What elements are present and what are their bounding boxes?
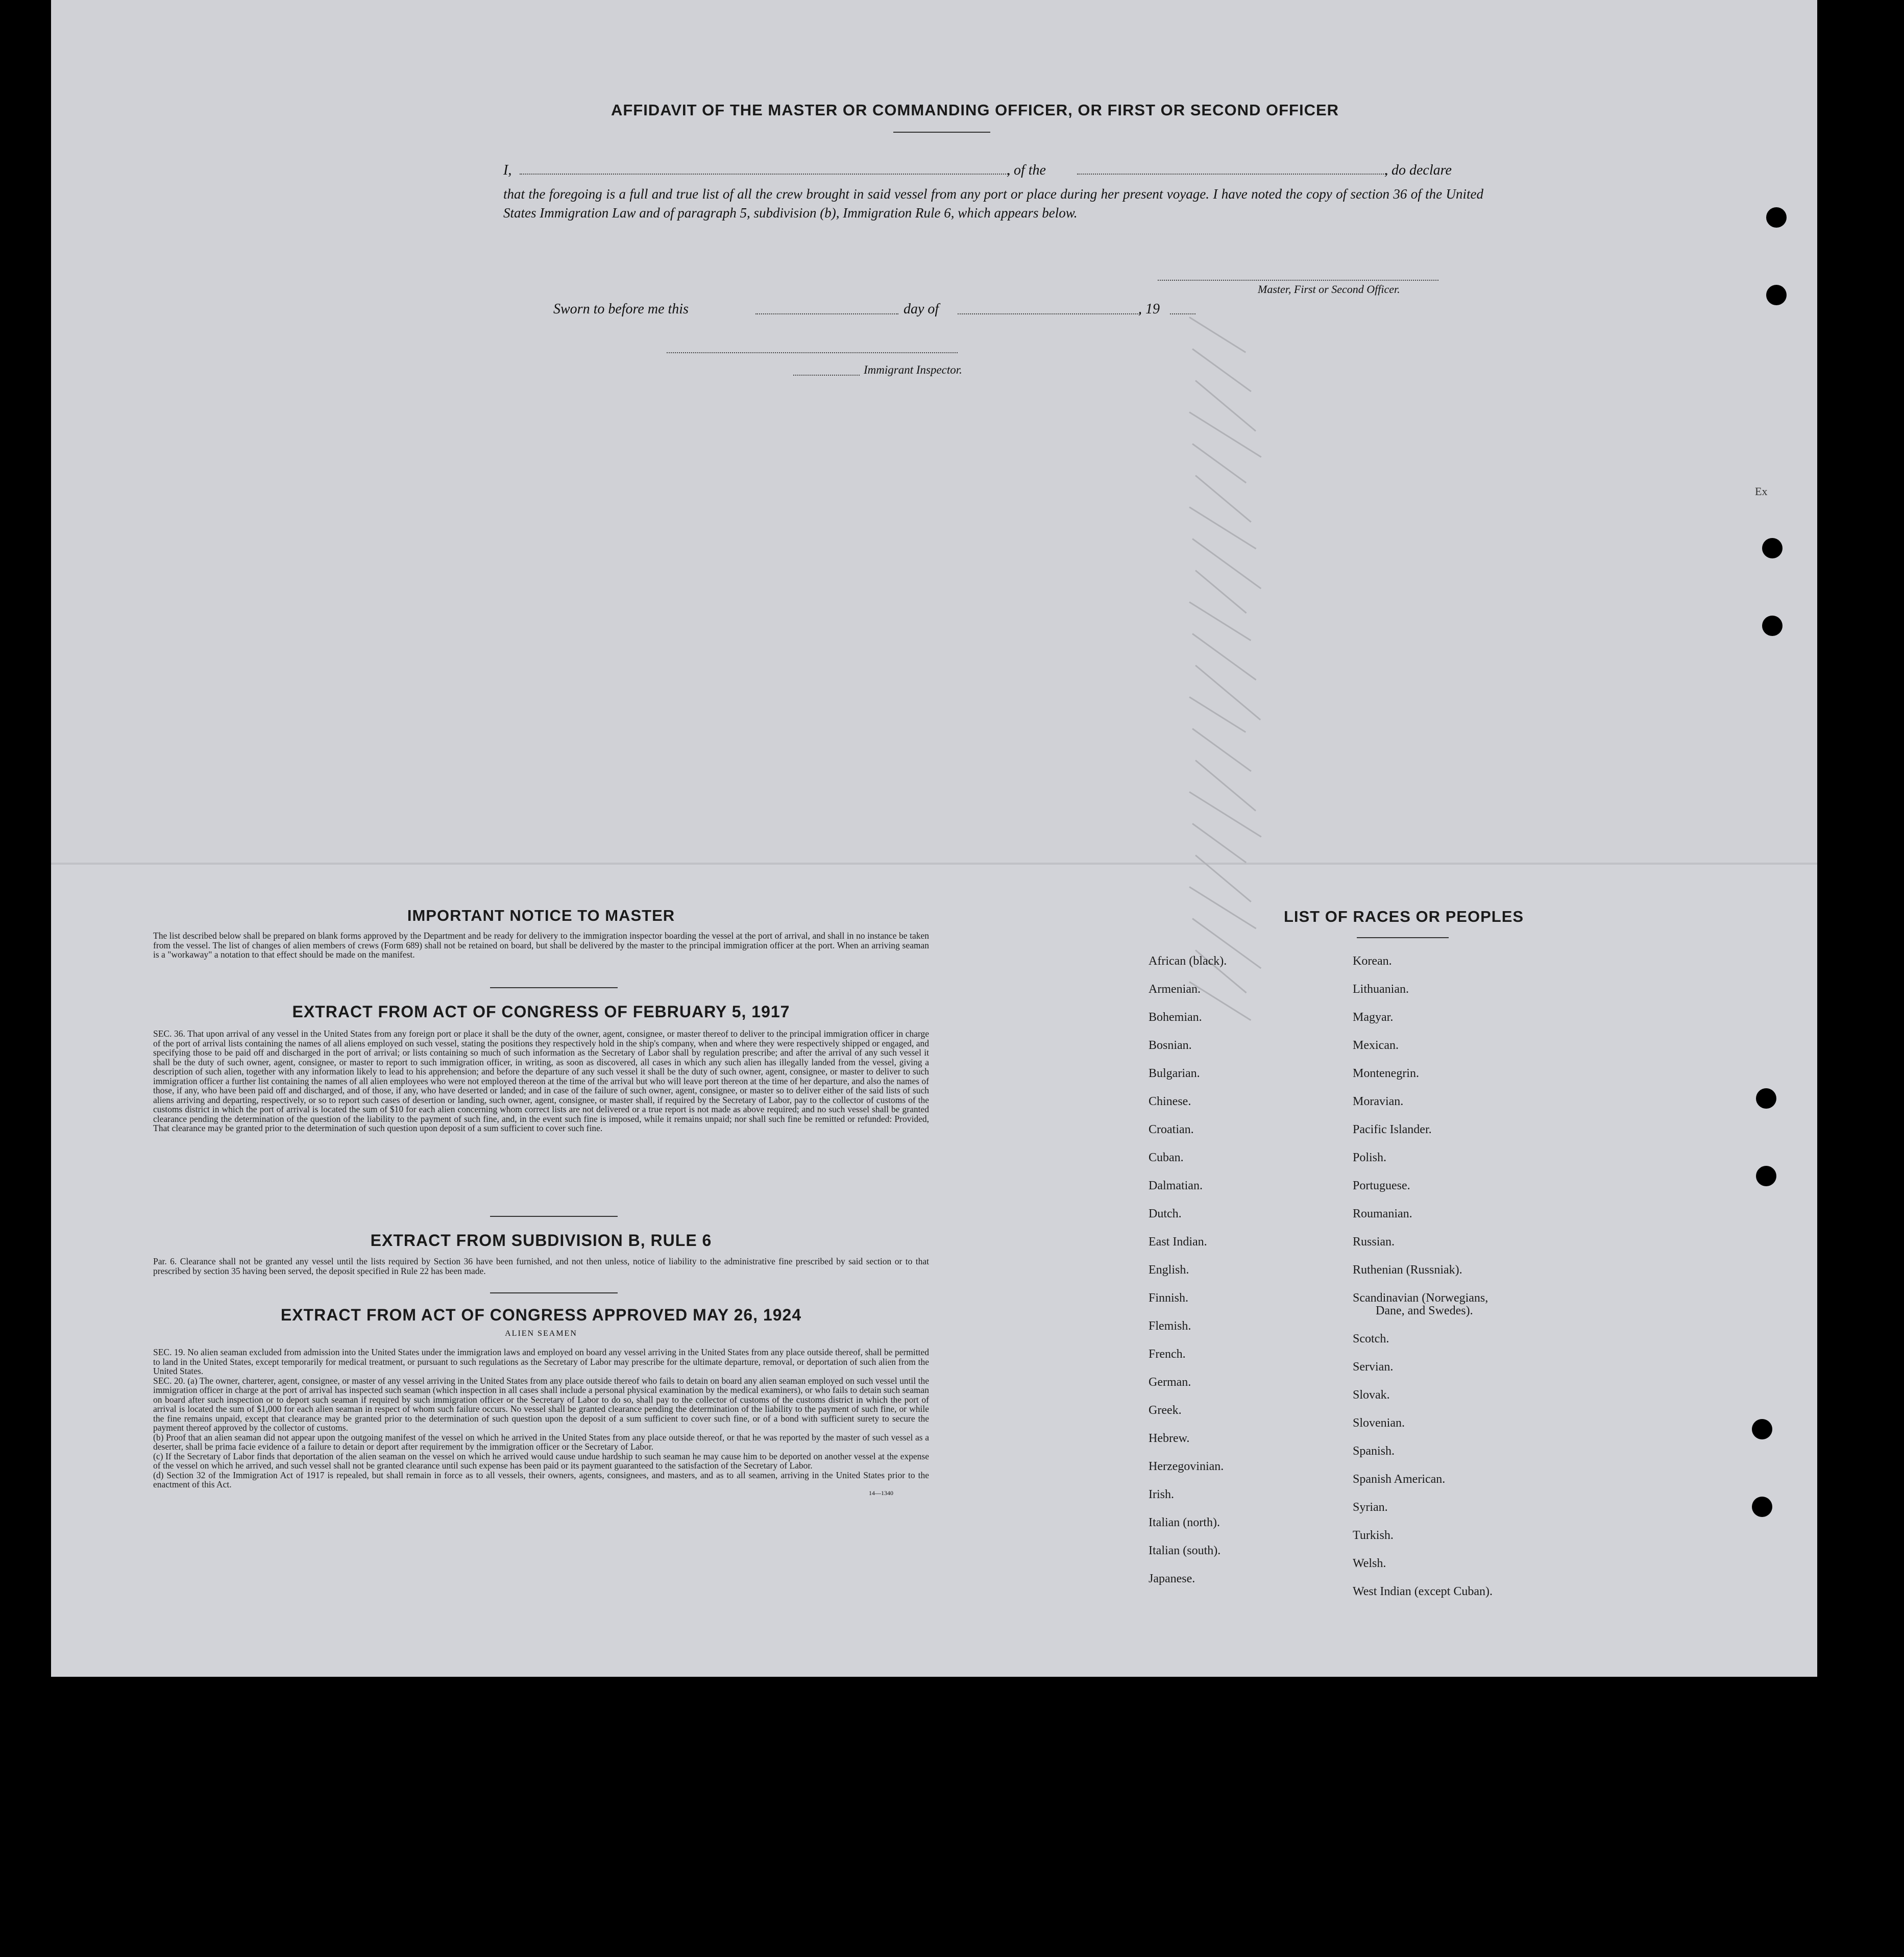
race-item: Hebrew. bbox=[1149, 1432, 1190, 1445]
form-number: 14—1340 bbox=[869, 1489, 893, 1497]
notice-divider bbox=[490, 987, 618, 988]
rule6-title: EXTRACT FROM SUBDIVISION B, RULE 6 bbox=[370, 1231, 712, 1250]
sec20a-text: SEC. 20. (a) The owner, charterer, agent, consignee, or master of any vessel arriving in the United States from any place outside thereof who fails to detain on board any alien seaman employed on such vessel until the immigration officer in charge at the port of arrival has inspected such seaman (which inspection in all cases shall include a personal physical examination by the medical examiners), or who fails to detain such seaman on board after such inspection or to deport such seaman if required by such immigration officer or the Secretary of Labor to do so, shall pay to the collector of customs of the customs district in which the port of arrival is located the sum of $1,000 for each alien seaman in respect of whom such failure occurs. No vessel shall be granted clearance pending the determination of the liability to the payment of such fine, or while the fine remains unpaid, except that clearance may be granted prior to the determination of such question upon the deposit of a sum sufficient to cover such fine, or of a bond with sufficient surety to secure the payment thereof approved by the collector of customs. bbox=[153, 1375, 929, 1433]
affidavit-body: that the foregoing is a full and true list of all the crew brought in said vessel from any port or place during her present voyage. I have noted the copy of section 36 of the United States Immigration Law and of paragraph 5, subdivision (b), Immigration Rule 6, which appears below. bbox=[503, 186, 1483, 221]
vessel-name-field[interactable] bbox=[1077, 174, 1387, 175]
sec19-text: SEC. 19. No alien seaman excluded from admission into the United States under the immigration laws and employed on board any vessel arriving in the United States from any place outside thereof, shall be permitted to land in the United States, except temporarily for medical treatment, or pursuant to such regulations as the Secretary of Labor may prescribe for the ultimate departure, removal, or deportation of such alien from the United States. bbox=[153, 1347, 929, 1376]
punch-hole bbox=[1766, 285, 1787, 305]
race-item: Flemish. bbox=[1149, 1319, 1191, 1333]
inspector-prefix-line bbox=[793, 375, 860, 376]
race-item: German. bbox=[1149, 1376, 1191, 1389]
signature-label: Master, First or Second Officer. bbox=[1258, 283, 1400, 296]
race-item: Korean. bbox=[1353, 955, 1392, 968]
race-item: Greek. bbox=[1149, 1404, 1182, 1417]
sworn-label: Sworn to before me this bbox=[553, 301, 689, 317]
punch-hole bbox=[1766, 207, 1787, 228]
affidavit-i: I, bbox=[503, 162, 512, 178]
punch-hole bbox=[1762, 616, 1783, 636]
race-item: Moravian. bbox=[1353, 1095, 1404, 1108]
officer-signature-field[interactable] bbox=[1158, 280, 1438, 281]
sec20c-text: (c) If the Secretary of Labor finds that deportation of the alien seaman on the vessel on which he arrived would cause undue hardship to such seaman he may cause him to be deported on another vessel at the expense of the vessel on which he arrived, and such vessel shall not be granted clearance until such expense has been paid or its payment guaranteed to the satisfaction of the Secretary of Labor. bbox=[153, 1451, 929, 1471]
sec20d-text: (d) Section 32 of the Immigration Act of 1917 is repealed, but shall remain in force as to all vessels, their owners, agents, consignees, and masters, and as to all seamen, arriving in the United States prior to the enactment of this Act. bbox=[153, 1470, 929, 1489]
race-item: Italian (south). bbox=[1149, 1544, 1221, 1557]
race-item: Lithuanian. bbox=[1353, 983, 1409, 996]
punch-hole bbox=[1756, 1088, 1776, 1109]
race-item: Ruthenian (Russniak). bbox=[1353, 1263, 1462, 1277]
races-divider bbox=[1357, 937, 1449, 938]
race-item: Pacific Islander. bbox=[1353, 1123, 1432, 1136]
punch-hole bbox=[1756, 1166, 1776, 1186]
year-label: , 19 bbox=[1138, 301, 1160, 317]
race-item: Mexican. bbox=[1353, 1039, 1399, 1052]
extract-1917-body: SEC. 36. That upon arrival of any vessel in the United States from any foreign port or place it shall be the duty of the owner, agent, consignee, or master thereof to deliver to the principal immigration officer in charge of the port of arrival lists containing the names of all aliens employed on such vessel, stating the positions they respectively hold in the ship's company, when and where they were respectively shipped or engaged, and specifying those to be paid off and discharged in the port of arrival; or lists containing so much of such information as the Secretary of Labor shall by regulation prescribe; and after the arrival of any such vessel it shall be the duty of such owner, agent, consignee, or master to report to such immigration officer, in writing, as soon as discovered, all cases in which any such alien has illegally landed from the vessel, giving a description of such alien, together with any information likely to lead to his apprehension; and before the departure of any such vessel it shall be the duty of such owner, agent, consignee, or master to deliver to such immigration officer a further list containing the names of all alien employees who were not employed thereon at the time of the arrival but who will leave port thereon at the time of her departure, and also the names of those, if any, who have been paid off and discharged, and of those, if any, who have deserted or landed; and in case of the failure of such owner, agent, consignee, or master so to deliver either of the said lists of such aliens arriving and departing, respectively, or so to report such cases of desertion or landing, such owner, agent, consignee, or master shall, if required by the Secretary of Labor, pay to the collector of customs of the customs district in which the port of arrival is located the sum of $10 for each alien concerning whom correct lists are not delivered or a true report is not made as above required; and no such vessel shall be granted clearance pending the determination of the question of the liability to the payment of such fine, and, in the event such fine is imposed, while it remains unpaid; nor shall such fine be remitted or refunded: Provided, That clearance may be granted prior to the determination of such question upon deposit of a sum sufficient to cover such fine. bbox=[153, 1029, 929, 1133]
race-item: Finnish. bbox=[1149, 1291, 1189, 1305]
sworn-year-field[interactable] bbox=[1170, 313, 1195, 314]
race-item: Syrian. bbox=[1353, 1501, 1388, 1514]
notice-body: The list described below shall be prepared on blank forms approved by the Department and be ready for delivery to the immigration inspector boarding the vessel at the port of arrival, and shall in no instance be taken from the vessel. The list of changes of alien members of crews (Form 689) shall not be retained on board, but shall be delivered by the master to the principal immigration officer at the port. When an arriving seaman is a "workaway" a notation to that effect should be made on the manifest. bbox=[153, 931, 929, 960]
margin-mark: Ex bbox=[1755, 485, 1768, 498]
extract-1924-title: EXTRACT FROM ACT OF CONGRESS APPROVED MAY 26, 1924 bbox=[280, 1306, 802, 1324]
race-item: Scotch. bbox=[1353, 1332, 1389, 1346]
affidavit-title: AFFIDAVIT OF THE MASTER OR COMMANDING OFFICER, OR FIRST OR SECOND OFFICER bbox=[611, 101, 1339, 119]
notice-title: IMPORTANT NOTICE TO MASTER bbox=[407, 907, 675, 924]
rule6-body: Par. 6. Clearance shall not be granted any vessel until the lists required by Section 36 have been furnished, and not then unless, notice of liability to the administrative fine prescribed by said section or to that prescribed by section 35 having been served, the deposit specified in Rule 22 has been made. bbox=[153, 1256, 929, 1276]
race-item: Montenegrin. bbox=[1353, 1067, 1419, 1080]
form-sheet bbox=[51, 0, 1817, 1677]
race-item: Roumanian. bbox=[1353, 1207, 1412, 1220]
race-item: Slovenian. bbox=[1353, 1416, 1405, 1430]
races-title: LIST OF RACES OR PEOPLES bbox=[1283, 908, 1524, 925]
race-item: Servian. bbox=[1353, 1360, 1394, 1374]
race-item: English. bbox=[1149, 1263, 1189, 1277]
race-item: Chinese. bbox=[1149, 1095, 1191, 1108]
race-item: Polish. bbox=[1353, 1151, 1387, 1164]
inspector-label: Immigrant Inspector. bbox=[864, 363, 962, 376]
sheet-upper-panel bbox=[51, 0, 1817, 863]
race-item: Spanish. bbox=[1353, 1445, 1395, 1458]
sworn-month-field[interactable] bbox=[958, 313, 1140, 314]
race-item: Croatian. bbox=[1149, 1123, 1194, 1136]
race-item: Bosnian. bbox=[1149, 1039, 1192, 1052]
extract-1917-divider bbox=[490, 1216, 618, 1217]
title-divider bbox=[893, 132, 990, 133]
punch-hole bbox=[1752, 1419, 1772, 1439]
race-item: Welsh. bbox=[1353, 1557, 1386, 1570]
race-item: Dane, and Swedes). bbox=[1376, 1304, 1473, 1317]
race-item: Spanish American. bbox=[1353, 1473, 1446, 1486]
race-item: Slovak. bbox=[1353, 1388, 1390, 1402]
fold-line bbox=[51, 863, 1817, 865]
declarant-name-field[interactable] bbox=[520, 174, 1010, 175]
extract-1917-title: EXTRACT FROM ACT OF CONGRESS OF FEBRUARY 5, 1917 bbox=[292, 1002, 790, 1021]
race-item: Bohemian. bbox=[1149, 1011, 1202, 1024]
race-item: Irish. bbox=[1149, 1488, 1174, 1501]
race-item: West Indian (except Cuban). bbox=[1353, 1585, 1493, 1598]
sec20b-text: (b) Proof that an alien seaman did not appear upon the outgoing manifest of the vessel on which he arrived in the United States from any place outside thereof, or that he was reported by the master of such vessel as a deserter, shall be prima facie evidence of a failure to detain or deport after requirement by the immigration officer or the Secretary of Labor. bbox=[153, 1432, 929, 1452]
race-item: Cuban. bbox=[1149, 1151, 1184, 1164]
punch-hole bbox=[1752, 1497, 1772, 1517]
race-item: Japanese. bbox=[1149, 1572, 1195, 1585]
race-item: Italian (north). bbox=[1149, 1516, 1220, 1529]
race-item: Turkish. bbox=[1353, 1529, 1394, 1542]
affidavit-declare: , do declare bbox=[1384, 162, 1452, 178]
punch-hole bbox=[1762, 538, 1783, 558]
race-item: African (black). bbox=[1149, 955, 1227, 968]
scan-border bbox=[0, 1677, 1904, 1957]
affidavit-of-the: , of the bbox=[1007, 162, 1046, 178]
race-item: Magyar. bbox=[1353, 1011, 1394, 1024]
race-item: Portuguese. bbox=[1353, 1179, 1410, 1192]
rule6-divider bbox=[490, 1292, 618, 1293]
race-item: Russian. bbox=[1353, 1235, 1395, 1249]
race-item: Herzegovinian. bbox=[1149, 1460, 1224, 1473]
race-item: East Indian. bbox=[1149, 1235, 1207, 1249]
extract-1924-subtitle: ALIEN SEAMEN bbox=[505, 1329, 577, 1338]
race-item: Dalmatian. bbox=[1149, 1179, 1203, 1192]
inspector-signature-field[interactable] bbox=[667, 352, 958, 353]
race-item: Dutch. bbox=[1149, 1207, 1182, 1220]
race-item: French. bbox=[1149, 1348, 1186, 1361]
race-item: Bulgarian. bbox=[1149, 1067, 1200, 1080]
day-of-label: day of bbox=[904, 301, 939, 317]
race-item: Armenian. bbox=[1149, 983, 1201, 996]
sworn-day-field[interactable] bbox=[755, 313, 898, 314]
extract-1924-sections bbox=[153, 1348, 929, 1497]
race-item: Scandinavian (Norwegians, bbox=[1353, 1291, 1488, 1305]
